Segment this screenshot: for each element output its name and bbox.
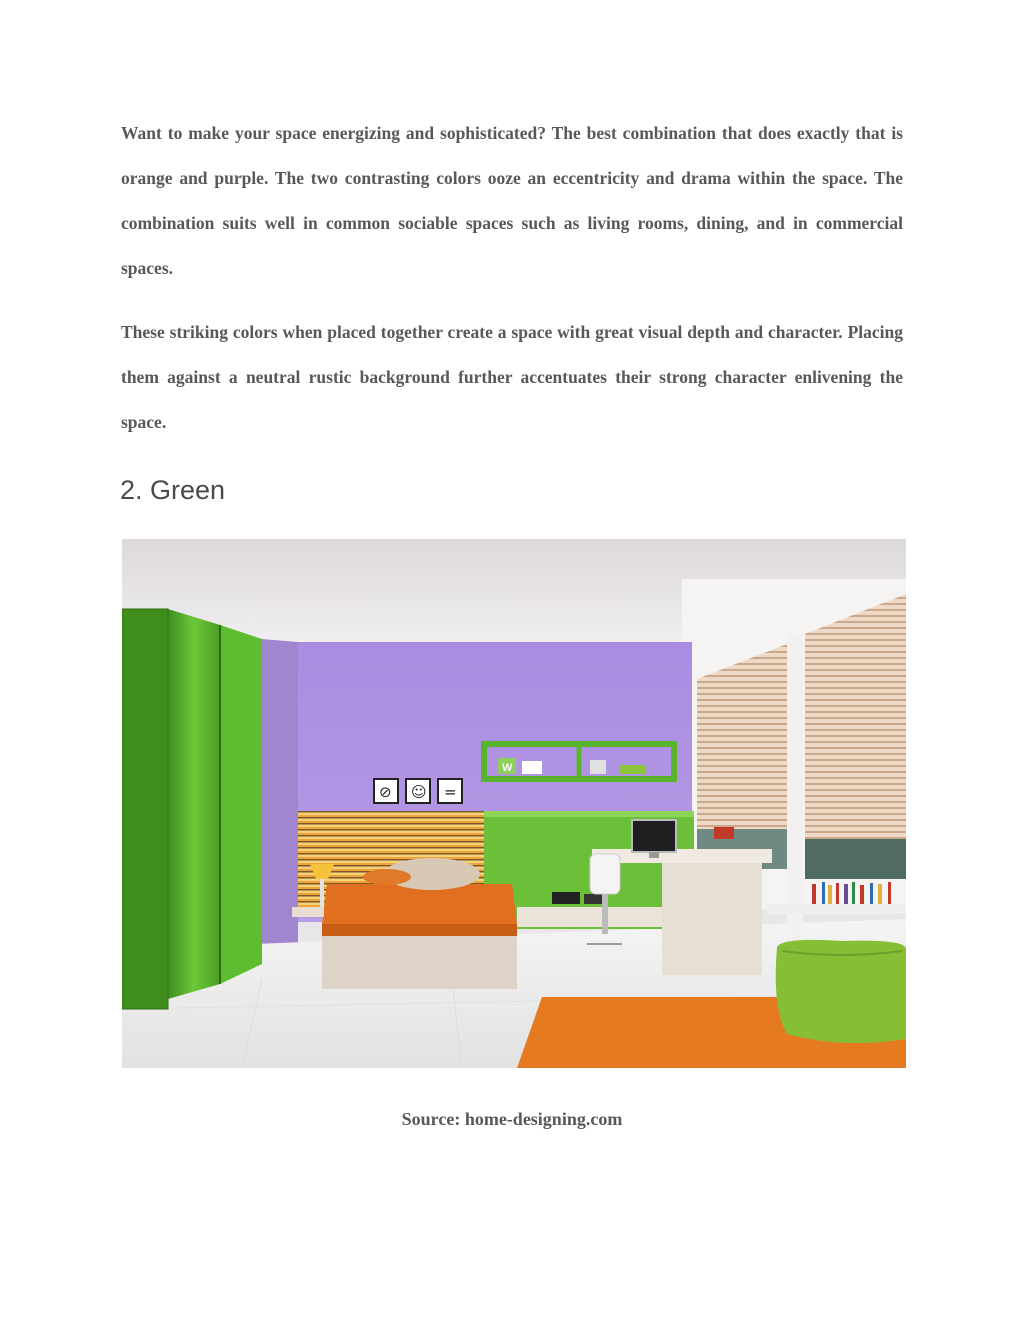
wall-frames (374, 779, 462, 803)
image-source-caption: Source: home-designing.com (401, 1109, 623, 1129)
bedroom-photo (122, 539, 906, 1068)
shelf-box-letter: W (502, 762, 513, 774)
svg-text:⊘: ⊘ (379, 783, 392, 801)
svg-text:=: = (444, 783, 457, 801)
intro-paragraph: Want to make your space energizing and sophisticated? The best combination that does exactly that is orange and purple. The two contrasting colors ooze an eccentricity and drama within the space. The combination suits well in common sociable spaces such as living rooms, dining, and in commercial spaces. (121, 123, 903, 278)
section-heading: 2. Green (120, 475, 226, 505)
svg-text:☺: ☺ (411, 783, 427, 801)
second-paragraph: These striking colors when placed together create a space with great visual depth and character. Placing them against a neutral rustic background further accentuates their strong character enlivening the space. (121, 322, 903, 432)
